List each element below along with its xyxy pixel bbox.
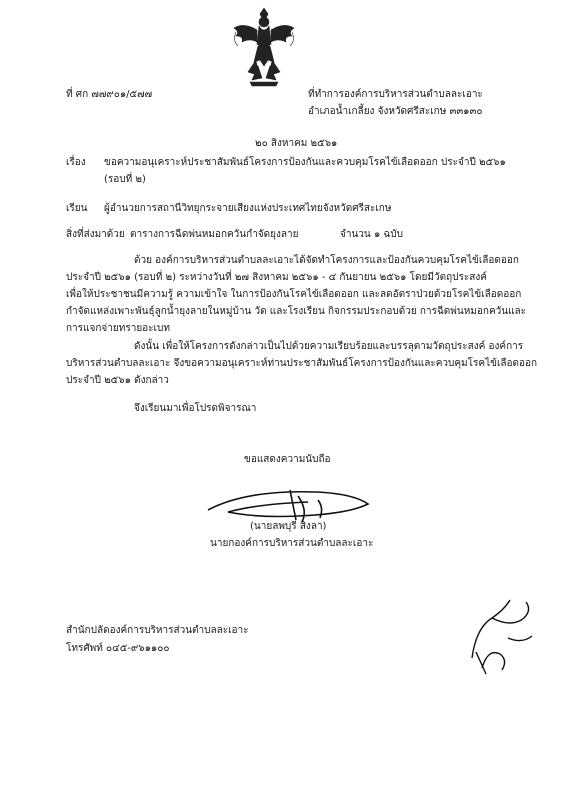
handwritten-initials-icon: [452, 588, 542, 678]
closing-regards: ขอแสดงความนับถือ: [244, 454, 331, 465]
garuda-emblem-icon: [228, 4, 300, 88]
footer-phone: โทรศัพท์ ๐๔๕-๙๖๑๑๐๐: [66, 643, 170, 654]
subject-line2: (รอบที่ ๒): [104, 174, 146, 185]
body-p3: จึงเรียนมาเพื่อโปรดพิจารณา: [134, 403, 257, 414]
letter-date: ๒๐ สิงหาคม ๒๕๖๑: [255, 138, 338, 149]
body-p1-line: เพื่อให้ประชาชนมีความรู้ ความเข้าใจ ในการป้องกันโรคไข้เลือดออก และลดอัตราป่วยด้วยโรคไข้เลือดออก: [66, 289, 522, 300]
footer-office: สำนักปลัดองค์การบริหารส่วนตำบลละเอาะ: [66, 625, 249, 636]
subject-label: เรื่อง: [66, 157, 86, 168]
reference-number: ที่ ศก ๗๗๙๐๑/๕๗๗: [66, 89, 153, 100]
subject-line1: ขอความอนุเคราะห์ประชาสัมพันธ์โครงการป้องกันและควบคุมโรคไข้เลือดออก ประจำปี ๒๕๖๑: [104, 157, 506, 168]
attachment-count: จำนวน ๑ ฉบับ: [340, 229, 403, 240]
body-p1-line: ประจำปี ๒๕๖๑ (รอบที่ ๒) ระหว่างวันที่ ๒๗ สิงหาคม ๒๕๖๑ - ๔ กันยายน ๒๕๖๑ โดยมีวัตถุประสงค์: [66, 272, 487, 283]
signer-name: (นายลพบุรี สิงลา): [250, 521, 327, 532]
attachment-label: สิ่งที่ส่งมาด้วย: [66, 229, 125, 240]
recipient-label: เรียน: [66, 203, 88, 214]
body-p1-line: ด้วย องค์การบริหารส่วนตำบลละเอาะได้จัดทำโครงการและป้องกันควบคุมโรคไข้เลือดออก: [134, 255, 519, 266]
signer-position: นายกองค์การบริหารส่วนตำบลละเอาะ: [210, 538, 374, 549]
body-p2-line: ประจำปี ๒๕๖๑ ดังกล่าว: [66, 375, 169, 386]
recipient-value: ผู้อำนวยการสถานีวิทยุกระจายเสียงแห่งประเทศไทยจังหวัดศรีสะเกษ: [104, 203, 392, 214]
body-p2-line: บริหารส่วนตำบลละเอาะ จึงขอความอนุเคราะห์ท่านประชาสัมพันธ์โครงการป้องกันและควบคุมโรคไข้เลือดออก: [66, 358, 538, 369]
body-p2-line: ดังนั้น เพื่อให้โครงการดังกล่าวเป็นไปด้วยความเรียบร้อยและบรรลุตามวัตถุประสงค์ องค์การ: [134, 341, 524, 352]
office-address-line2: อำเภอน้ำเกลี้ยง จังหวัดศรีสะเกษ ๓๓๑๓๐: [308, 106, 483, 117]
office-address-line1: ที่ทำการองค์การบริหารส่วนตำบลละเอาะ: [308, 89, 483, 100]
attachment-value: ตารางการฉีดพ่นหมอกควันกำจัดยุงลาย: [130, 229, 299, 240]
body-p1-line: การแจกจ่ายทรายอะเบท: [66, 323, 170, 334]
body-p1-line: กำจัดแหล่งเพาะพันธุ์ลูกน้ำยุงลายในหมู่บ้าน วัด และโรงเรียน กิจกรรมประกอบด้วย การฉีดพ่นหมอกควันและ: [66, 306, 527, 317]
